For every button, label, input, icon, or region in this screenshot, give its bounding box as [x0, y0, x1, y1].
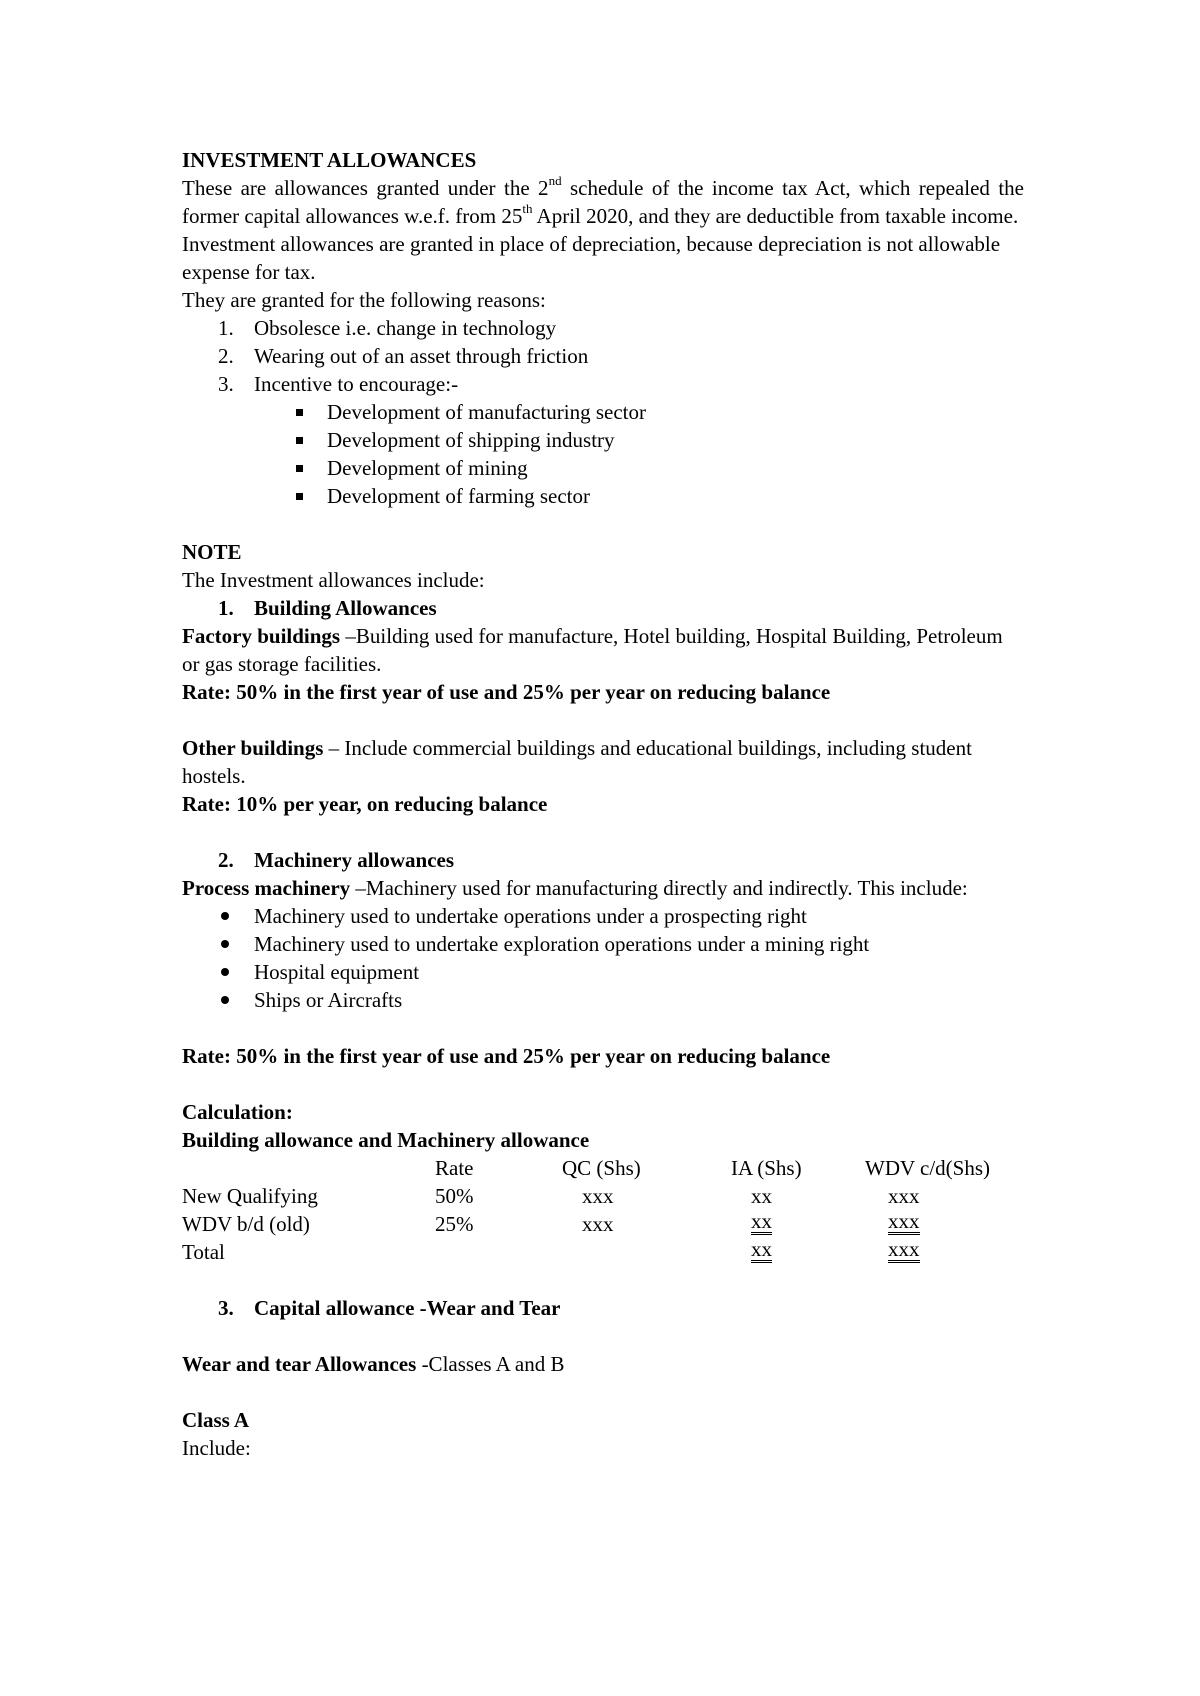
- capital-allowance-heading: [182, 1294, 1024, 1322]
- table-cell: xxx: [888, 1237, 920, 1261]
- table-row: [182, 1182, 1024, 1210]
- factory-buildings-label: Factory buildings: [182, 624, 341, 648]
- calculation-subtitle: Building allowance and Machinery allowance: [182, 1128, 590, 1152]
- other-rate: Rate: 10% per year, on reducing balance: [182, 792, 548, 816]
- list-item-text: Development of manufacturing sector: [327, 400, 646, 424]
- table-cell: xxx: [888, 1184, 920, 1208]
- list-item: [182, 314, 1024, 342]
- list-item-text: Hospital equipment: [254, 960, 420, 984]
- class-a-title: Class A: [182, 1408, 250, 1432]
- list-item: [182, 342, 1024, 370]
- list-item: [182, 958, 1024, 986]
- process-machinery-label: Process machinery: [182, 876, 351, 900]
- list-item: [182, 454, 1024, 482]
- table-cell: WDV b/d (old): [182, 1212, 310, 1236]
- list-item: [182, 370, 1024, 398]
- table-cell: xxx: [888, 1209, 920, 1233]
- list-item-text: Wearing out of an asset through friction: [254, 344, 589, 368]
- intro-text-2: schedule of the income tax Act, which repealed the former capital allowances w.e.f. from 25: [182, 176, 1024, 228]
- intro-text-3: April 2020, and they are deductible from taxable income.: [532, 204, 1019, 228]
- table-cell: 25%: [435, 1212, 474, 1236]
- table-cell: Total: [182, 1240, 225, 1264]
- list-item-text: Machinery used to undertake operations under a prospecting right: [254, 904, 807, 928]
- section-number: 1.: [218, 596, 234, 620]
- round-bullet-icon: [221, 912, 229, 920]
- factory-buildings-paragraph: [182, 622, 1024, 678]
- section-title: Building Allowances: [254, 596, 437, 620]
- column-header-ia: IA (Shs): [731, 1156, 802, 1180]
- list-number: 1.: [218, 316, 234, 340]
- section-number: 3.: [218, 1296, 234, 1320]
- column-header-qc: QC (Shs): [562, 1156, 641, 1180]
- list-item-text: Development of shipping industry: [327, 428, 615, 452]
- other-buildings-paragraph: [182, 734, 1024, 790]
- intro-paragraph: [182, 174, 1024, 230]
- wear-tear-label: Wear and tear Allowances: [182, 1352, 417, 1376]
- table-header-row: [182, 1154, 1024, 1182]
- table-cell: 50%: [435, 1184, 474, 1208]
- square-bullet-icon: [296, 465, 303, 472]
- spacer: [182, 1378, 1024, 1406]
- round-bullet-icon: [221, 996, 229, 1004]
- list-item-text: Machinery used to undertake exploration operations under a mining right: [254, 932, 870, 956]
- list-item: [182, 398, 1024, 426]
- spacer: [182, 818, 1024, 846]
- process-machinery-text: –Machinery used for manufacturing directly and indirectly. This include:: [350, 876, 968, 900]
- machinery-rate: Rate: 50% in the first year of use and 25% per year on reducing balance: [182, 1044, 831, 1068]
- machinery-allowances-heading: [182, 846, 1024, 874]
- superscript-th: th: [522, 201, 533, 216]
- list-item-text: Ships or Aircrafts: [254, 988, 403, 1012]
- note-title: NOTE: [182, 540, 242, 564]
- other-buildings-label: Other buildings: [182, 736, 324, 760]
- square-bullet-icon: [296, 437, 303, 444]
- spacer: [182, 1070, 1024, 1098]
- spacer: [182, 706, 1024, 734]
- note-intro: The Investment allowances include:: [182, 568, 485, 592]
- list-item-text: Development of mining: [327, 456, 528, 480]
- list-number: 2.: [218, 344, 234, 368]
- table-cell: xxx: [582, 1184, 614, 1208]
- list-item-text: Development of farming sector: [327, 484, 590, 508]
- spacer: [182, 510, 1024, 538]
- table-cell: New Qualifying: [182, 1184, 318, 1208]
- page-title: INVESTMENT ALLOWANCES: [182, 148, 477, 172]
- section-title: Machinery allowances: [254, 848, 455, 872]
- round-bullet-icon: [221, 940, 229, 948]
- intro-text-1: These are allowances granted under the 2: [182, 176, 549, 200]
- list-number: 3.: [218, 372, 234, 396]
- reasons-intro: They are granted for the following reasons:: [182, 288, 546, 312]
- depreciation-paragraph: Investment allowances are granted in place of depreciation, because depreciation is not allowable expense for tax.: [182, 232, 1001, 284]
- table-cell: xxx: [582, 1212, 614, 1236]
- machinery-list: [182, 902, 1024, 1014]
- section-title: Capital allowance -Wear and Tear: [254, 1296, 561, 1320]
- column-header-rate: Rate: [435, 1156, 474, 1180]
- document-body: [182, 146, 1024, 1462]
- class-a-include: Include:: [182, 1436, 251, 1460]
- building-allowances-heading: [182, 594, 1024, 622]
- list-item-text: Obsolesce i.e. change in technology: [254, 316, 557, 340]
- table-row: [182, 1238, 1024, 1266]
- table-cell: xx: [751, 1184, 772, 1208]
- incentives-list: [182, 398, 1024, 510]
- other-buildings-text: – Include commercial buildings and educational buildings, including student hostels.: [182, 736, 972, 788]
- spacer: [182, 1266, 1024, 1294]
- list-item-text: Incentive to encourage:-: [254, 372, 459, 396]
- factory-rate: Rate: 50% in the first year of use and 25% per year on reducing balance: [182, 680, 831, 704]
- list-item: [182, 930, 1024, 958]
- table-cell: xx: [751, 1237, 772, 1261]
- calculation-title: Calculation:: [182, 1100, 293, 1124]
- table-row: [182, 1210, 1024, 1238]
- factory-buildings-text: –Building used for manufacture, Hotel building, Hospital Building, Petroleum or gas storage facilities.: [182, 624, 1003, 676]
- square-bullet-icon: [296, 409, 303, 416]
- column-header-wdv: WDV c/d(Shs): [865, 1156, 991, 1180]
- section-number: 2.: [218, 848, 234, 872]
- reasons-list: [182, 314, 1024, 398]
- table-cell: xx: [751, 1209, 772, 1233]
- square-bullet-icon: [296, 493, 303, 500]
- superscript-nd: nd: [548, 173, 562, 188]
- wear-tear-text: -Classes A and B: [416, 1352, 565, 1376]
- spacer: [182, 1322, 1024, 1350]
- process-machinery-paragraph: [182, 874, 1024, 902]
- list-item: [182, 426, 1024, 454]
- wear-tear-paragraph: [182, 1350, 1024, 1378]
- spacer: [182, 1014, 1024, 1042]
- list-item: [182, 986, 1024, 1014]
- list-item: [182, 482, 1024, 510]
- list-item: [182, 902, 1024, 930]
- round-bullet-icon: [221, 968, 229, 976]
- calculation-table: [182, 1154, 1024, 1266]
